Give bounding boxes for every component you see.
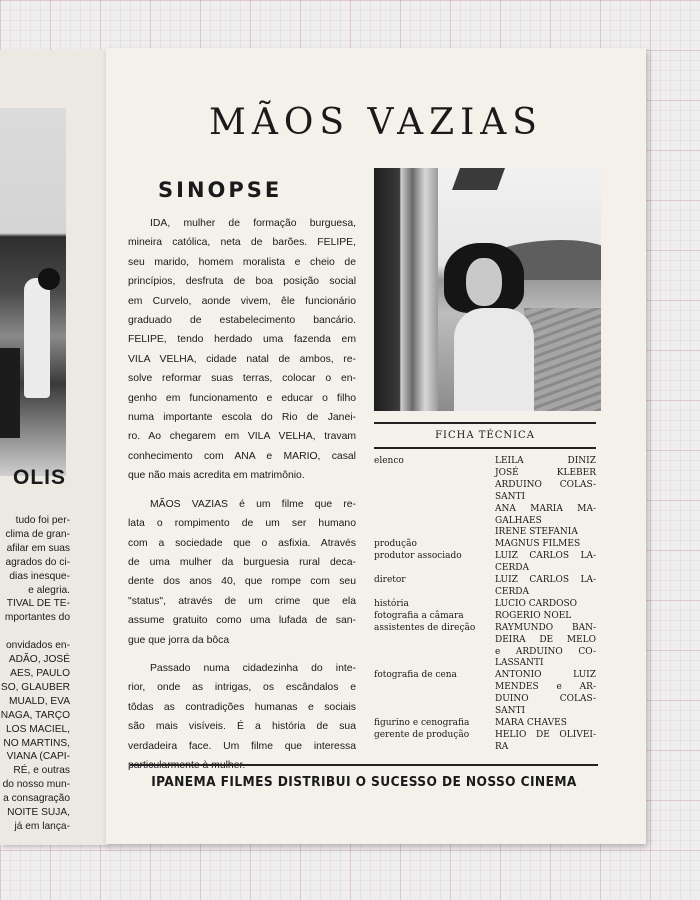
synopsis-line: rior, onde as intrigas, os escândalos e <box>128 682 356 694</box>
credits-list <box>374 456 596 754</box>
divider <box>374 447 596 449</box>
credit-row <box>374 670 596 718</box>
crowd-photo <box>0 108 66 476</box>
credit-name: ANA MARIA MA- <box>495 503 596 514</box>
left-text-line: AES, PAULO <box>10 667 70 679</box>
distributor-slogan: IPANEMA FILMES DISTRIBUI O SUCESSO DE NOSSO CINEMA <box>151 774 577 790</box>
credit-row <box>374 575 596 599</box>
credit-role: diretor <box>374 575 406 586</box>
synopsis-page <box>106 48 646 844</box>
left-text-line: NAGA, TARÇO <box>0 709 70 721</box>
credit-name: HELIO DE OLIVEI- <box>495 729 596 740</box>
left-text-line: ADÃO, JOSÉ <box>8 654 70 666</box>
left-text-line: dias inesque- <box>9 570 70 582</box>
credit-names <box>495 575 596 599</box>
credit-name: MARA CHAVES <box>495 717 567 728</box>
left-text-line: NOITE SUJA, <box>7 807 70 819</box>
synopsis-line: particularmente à mulher. <box>128 759 246 771</box>
credit-name: LASSANTI <box>495 658 544 669</box>
synopsis-line: VILA VELHA, cidade natal de ambos, re- <box>128 353 356 365</box>
credit-row <box>374 599 596 611</box>
synopsis-line: de uma mulher da burguesia rural deca- <box>128 556 356 568</box>
credit-name: DEIRA DE MELO <box>495 634 596 645</box>
synopsis-line: em Curvelo, aonde vivem, êle funcionário <box>128 295 356 307</box>
synopsis-line: dente dos anos 40, que rompe com seu <box>128 576 356 588</box>
credit-name: SANTI <box>495 706 526 717</box>
credit-name: IRENE STEFANIA <box>495 527 578 538</box>
synopsis-line: MÃOS VAZIAS é um filme que re- <box>150 498 356 510</box>
credit-row <box>374 730 596 754</box>
left-text-line: do nosso mun- <box>2 779 70 791</box>
synopsis-line: numa importante escola do Rio de Janei- <box>128 412 356 424</box>
synopsis-line: gue que jorra da bôca <box>128 634 230 646</box>
credit-name: LEILA DINIZ <box>495 456 596 466</box>
credit-row <box>374 539 596 551</box>
synopsis-line: solve reformar suas terras, colocar o en- <box>128 373 356 385</box>
left-text-line <box>0 625 70 639</box>
synopsis-paragraph <box>128 495 356 650</box>
previous-page-fragment <box>0 50 108 845</box>
film-title: MÃOS VAZIAS <box>209 102 543 143</box>
synopsis-line: IDA, mulher de formação burguesa, <box>150 218 356 229</box>
credit-role: elenco <box>374 456 404 466</box>
left-text-line: NO MARTINS, <box>3 737 70 749</box>
credit-name: LUIZ CARLOS LA- <box>495 551 596 562</box>
credit-names <box>495 670 596 718</box>
credit-names <box>495 551 596 575</box>
divider <box>374 422 596 424</box>
synopsis-text <box>128 214 356 784</box>
left-text-line: MUALD, EVA <box>9 695 70 707</box>
left-text-line: mportantes do <box>4 612 70 624</box>
credit-name: MAGNUS FILMES <box>495 539 581 550</box>
credit-name: GALHAES <box>495 515 542 526</box>
synopsis-line: com a sociedade que o asfixia. Através <box>128 537 356 549</box>
synopsis-line: seu marido, homem moralista e cheio de <box>128 256 356 268</box>
credit-row <box>374 611 596 623</box>
credit-name: ANTONIO LUIZ <box>495 670 596 681</box>
synopsis-line: graduado de estabelecimento bancário. <box>128 315 356 327</box>
left-text-line: tudo foi per- <box>15 515 70 526</box>
credit-role: figurino e cenografia <box>374 717 470 728</box>
synopsis-line: mineira católica, neta de barões. FELIPE, <box>128 237 356 249</box>
synopsis-line: conhecimento com ANA e MARIO, casal <box>128 450 356 462</box>
credit-name: LUIZ CARLOS LA- <box>495 575 596 586</box>
left-page-heading: OLIS <box>12 466 66 489</box>
credit-name: JOSÉ KLEBER <box>495 467 596 478</box>
divider <box>130 764 598 766</box>
synopsis-line: verdadeira face. Um filme que interessa <box>128 740 356 752</box>
synopsis-line: tôdas as contradições humanas e sociais <box>128 701 356 713</box>
credit-name: DUINO COLAS- <box>495 694 596 705</box>
left-page-text <box>0 514 70 834</box>
credit-role: história <box>374 598 409 609</box>
left-text-line: RÉ, e outras <box>13 765 70 777</box>
synopsis-line: princípios, desfruta de boa posição social <box>128 276 356 288</box>
credit-names <box>495 599 596 611</box>
credit-name: SANTI <box>495 491 526 502</box>
credit-name: e ARDUINO CO- <box>495 646 596 657</box>
synopsis-paragraph <box>128 214 356 486</box>
credit-name: ARDUINO COLAS- <box>495 479 596 490</box>
credit-name: MENDES e AR- <box>495 682 596 693</box>
left-text-line: SO, GLAUBER <box>0 681 70 693</box>
credit-name: LUCIO CARDOSO <box>495 598 578 609</box>
synopsis-line: ro. Ao chegarem em VILA VELHA, travam <box>128 431 356 443</box>
credit-names <box>495 539 596 551</box>
credit-row <box>374 623 596 671</box>
credit-row <box>374 718 596 730</box>
credit-names <box>495 456 596 539</box>
credit-row <box>374 456 596 539</box>
left-text-line: já em lança- <box>14 820 70 832</box>
ficha-tecnica-title: FICHA TÉCNICA <box>435 430 535 441</box>
left-text-line: clima de gran- <box>5 528 70 540</box>
left-text-line: agrados do ci- <box>5 556 70 568</box>
left-text-line: a consagração <box>3 793 70 805</box>
credit-names <box>495 718 596 730</box>
synopsis-line: "status", através de um crime que ela <box>128 595 356 607</box>
credit-role: assistentes de direção <box>374 622 476 633</box>
left-text-line: TIVAL DE TE- <box>6 598 70 610</box>
credit-name: ROGERIO NOEL <box>495 610 572 621</box>
left-text-line: onvidados en- <box>5 640 70 652</box>
synopsis-heading: SINOPSE <box>158 178 283 202</box>
credit-name: CERDA <box>495 563 529 574</box>
synopsis-line: lata o rompimento de um ser humano <box>128 518 356 530</box>
film-still-photo <box>374 168 601 411</box>
synopsis-line: genho em funcionamento e educar o filho <box>128 392 356 404</box>
credit-role: produtor associado <box>374 551 462 562</box>
synopsis-line: são mais visíveis. É a história de sua <box>128 721 356 733</box>
synopsis-line: assume gratuito como uma lufada de san- <box>128 615 356 627</box>
credit-name: RA <box>495 741 509 752</box>
synopsis-line: FELIPE, tendo herdado uma fazenda em <box>128 334 356 346</box>
credit-role: produção <box>374 539 417 550</box>
synopsis-line: Passado numa cidadezinha do inte- <box>150 662 356 674</box>
credit-role: gerente de produção <box>374 729 470 740</box>
credit-names <box>495 730 596 754</box>
left-text-line: e alegria. <box>28 584 70 596</box>
synopsis-line: que não mais acredita em matrimônio. <box>128 470 305 482</box>
credit-role: fotografia a câmara <box>374 610 464 621</box>
credit-role: fotografia de cena <box>374 670 457 681</box>
left-text-line: afilar em suas <box>6 542 70 554</box>
synopsis-paragraph <box>128 659 356 775</box>
left-text-line: VIANA (CAPI- <box>6 751 70 763</box>
credit-names <box>495 611 596 623</box>
credit-name: CERDA <box>495 586 529 597</box>
credit-names <box>495 623 596 671</box>
left-text-line: LOS MACIEL, <box>6 723 70 735</box>
credit-row <box>374 551 596 575</box>
credit-name: RAYMUNDO BAN- <box>495 622 596 633</box>
